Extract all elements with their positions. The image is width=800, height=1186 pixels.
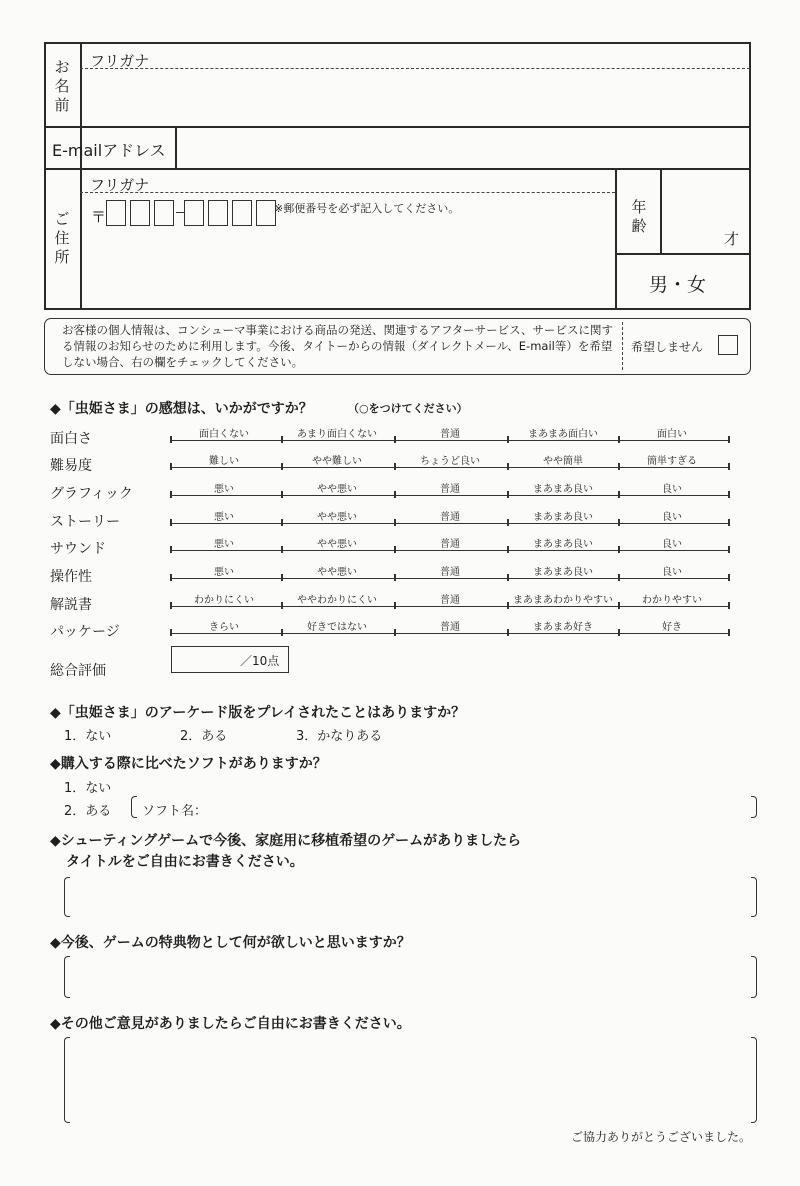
survey-option[interactable]: 悪い bbox=[214, 484, 234, 495]
survey-row-label: サウンド bbox=[50, 541, 106, 557]
survey-option[interactable]: やや悪い bbox=[317, 539, 357, 550]
survey-option[interactable]: 普通 bbox=[440, 512, 460, 523]
total-rating-label: 総合評価 bbox=[50, 663, 106, 679]
survey-option[interactable]: やや難しい bbox=[312, 456, 362, 467]
arcade-answer-2[interactable]: 2．ある bbox=[180, 729, 228, 744]
thanks-text: ご協力ありがとうございました。 bbox=[571, 1130, 752, 1144]
optout-checkbox[interactable] bbox=[718, 335, 738, 355]
name-furigana-label: フリガナ bbox=[90, 52, 150, 70]
survey-option[interactable]: やや悪い bbox=[317, 484, 357, 495]
survey-option[interactable]: まあまあわかりやすい bbox=[513, 595, 613, 606]
age-unit: 才 bbox=[724, 230, 740, 248]
survey-option[interactable]: 面白くない bbox=[199, 429, 249, 440]
survey-question: ◆「虫姫さま」の感想は、いかがですか？ bbox=[50, 401, 313, 417]
survey-option[interactable]: 悪い bbox=[214, 539, 234, 550]
survey-row-label: 操作性 bbox=[50, 569, 92, 585]
survey-row-label: 難易度 bbox=[50, 458, 92, 474]
address-label: ご 住 所 bbox=[54, 210, 70, 266]
email-input[interactable] bbox=[178, 128, 748, 166]
shooting-question-line1: ◆シューティングゲームで今後、家庭用に移植希望のゲームがありましたら bbox=[50, 833, 522, 849]
shooting-answer-input[interactable] bbox=[72, 877, 750, 915]
compare-answer-1[interactable]: 1．ない bbox=[64, 781, 112, 796]
arcade-question: ◆「虫姫さま」のアーケード版をプレイされたことはありますか？ bbox=[50, 705, 466, 721]
survey-option[interactable]: まあまあ良い bbox=[533, 484, 593, 495]
survey-row-label: 面白さ bbox=[50, 431, 92, 447]
survey-option[interactable]: 面白い bbox=[657, 429, 687, 440]
postal-digit-box[interactable] bbox=[256, 200, 276, 226]
survey-option[interactable]: やや簡単 bbox=[543, 456, 583, 467]
address-furigana-label: フリガナ bbox=[90, 176, 150, 194]
bonus-question: ◆今後、ゲームの特典物として何が欲しいと思いますか？ bbox=[50, 935, 411, 951]
address-input[interactable] bbox=[82, 230, 612, 306]
postal-mark: 〒 bbox=[91, 208, 107, 226]
email-label: E-mailアドレス bbox=[52, 141, 166, 160]
survey-option[interactable]: あまり面白くない bbox=[297, 429, 377, 440]
postal-digit-box[interactable] bbox=[208, 200, 228, 226]
name-label: お 名 前 bbox=[54, 58, 70, 114]
postal-code-input[interactable] bbox=[106, 200, 271, 226]
postal-digit-box[interactable] bbox=[184, 200, 204, 226]
survey-option[interactable]: 悪い bbox=[214, 567, 234, 578]
privacy-text: お客様の個人情報は、コンシューマ事業における商品の発送、関連するアフターサービス、サービスに関する情報のお知らせのために利用します。今後、タイトーからの情報（ダイレクトメール、E-mail等）を希望しない場合、右の欄をチェックしてください。 bbox=[62, 323, 614, 369]
survey-option[interactable]: 普通 bbox=[440, 539, 460, 550]
survey-option[interactable]: 好き bbox=[662, 622, 682, 633]
survey-option[interactable]: 普通 bbox=[440, 429, 460, 440]
soft-name-label: ソフト名： bbox=[142, 804, 208, 819]
survey-option[interactable]: 普通 bbox=[440, 567, 460, 578]
optout-label: 希望しません bbox=[631, 340, 704, 354]
survey-option[interactable]: 普通 bbox=[440, 595, 460, 606]
arcade-answer-3[interactable]: 3．かなりある bbox=[296, 729, 383, 744]
survey-option[interactable]: ややわかりにくい bbox=[297, 595, 377, 606]
age-label: 年 齢 bbox=[631, 198, 647, 235]
survey-row-label: パッケージ bbox=[50, 624, 120, 640]
postal-digit-box[interactable] bbox=[106, 200, 126, 226]
survey-option[interactable]: 普通 bbox=[440, 484, 460, 495]
survey-option[interactable]: まあまあ良い bbox=[533, 539, 593, 550]
soft-name-input[interactable] bbox=[215, 796, 750, 816]
age-input[interactable] bbox=[664, 172, 724, 250]
survey-option[interactable]: わかりやすい bbox=[642, 595, 702, 606]
survey-option[interactable]: 良い bbox=[662, 484, 682, 495]
postal-digit-box[interactable] bbox=[154, 200, 174, 226]
survey-option[interactable]: 悪い bbox=[214, 512, 234, 523]
survey-row-label: グラフィック bbox=[50, 486, 133, 502]
bonus-answer-input[interactable] bbox=[72, 956, 750, 996]
compare-question: ◆購入する際に比べたソフトがありますか？ bbox=[50, 756, 327, 772]
survey-option[interactable]: 難しい bbox=[209, 456, 239, 467]
survey-option[interactable]: ちょうど良い bbox=[420, 456, 480, 467]
survey-option[interactable]: まあまあ好き bbox=[533, 622, 593, 633]
postal-dash bbox=[176, 212, 184, 213]
postal-digit-box[interactable] bbox=[130, 200, 150, 226]
survey-option[interactable]: 普通 bbox=[440, 622, 460, 633]
total-rating-unit: ／10点 bbox=[240, 654, 280, 668]
name-input[interactable] bbox=[82, 70, 748, 124]
survey-option[interactable]: 良い bbox=[662, 512, 682, 523]
survey-option[interactable]: 簡単すぎる bbox=[647, 456, 697, 467]
survey-option[interactable]: 好きではない bbox=[307, 622, 367, 633]
arcade-answer-1[interactable]: 1．ない bbox=[64, 729, 112, 744]
survey-row-label: 解説書 bbox=[50, 597, 92, 613]
other-question: ◆その他ご意見がありましたらご自由にお書きください。 bbox=[50, 1016, 411, 1032]
survey-option[interactable]: やや悪い bbox=[317, 567, 357, 578]
survey-note: （○をつけてください） bbox=[348, 402, 468, 415]
survey-option[interactable]: きらい bbox=[209, 622, 239, 633]
survey-option[interactable]: 良い bbox=[662, 567, 682, 578]
survey-row-label: ストーリー bbox=[50, 514, 120, 530]
survey-option[interactable]: まあまあ良い bbox=[533, 567, 593, 578]
survey-option[interactable]: 良い bbox=[662, 539, 682, 550]
shooting-question-line2: タイトルをご自由にお書きください。 bbox=[66, 854, 304, 870]
gender-select[interactable]: 男・女 bbox=[649, 274, 707, 296]
survey-option[interactable]: やや悪い bbox=[317, 512, 357, 523]
postal-note: ※郵便番号を必ず記入してください。 bbox=[274, 202, 460, 215]
other-answer-input[interactable] bbox=[72, 1037, 750, 1121]
survey-option[interactable]: まあまあ面白い bbox=[528, 429, 598, 440]
postal-digit-box[interactable] bbox=[232, 200, 252, 226]
survey-option[interactable]: まあまあ良い bbox=[533, 512, 593, 523]
compare-answer-2[interactable]: 2．ある bbox=[64, 804, 112, 819]
survey-option[interactable]: わかりにくい bbox=[194, 595, 254, 606]
